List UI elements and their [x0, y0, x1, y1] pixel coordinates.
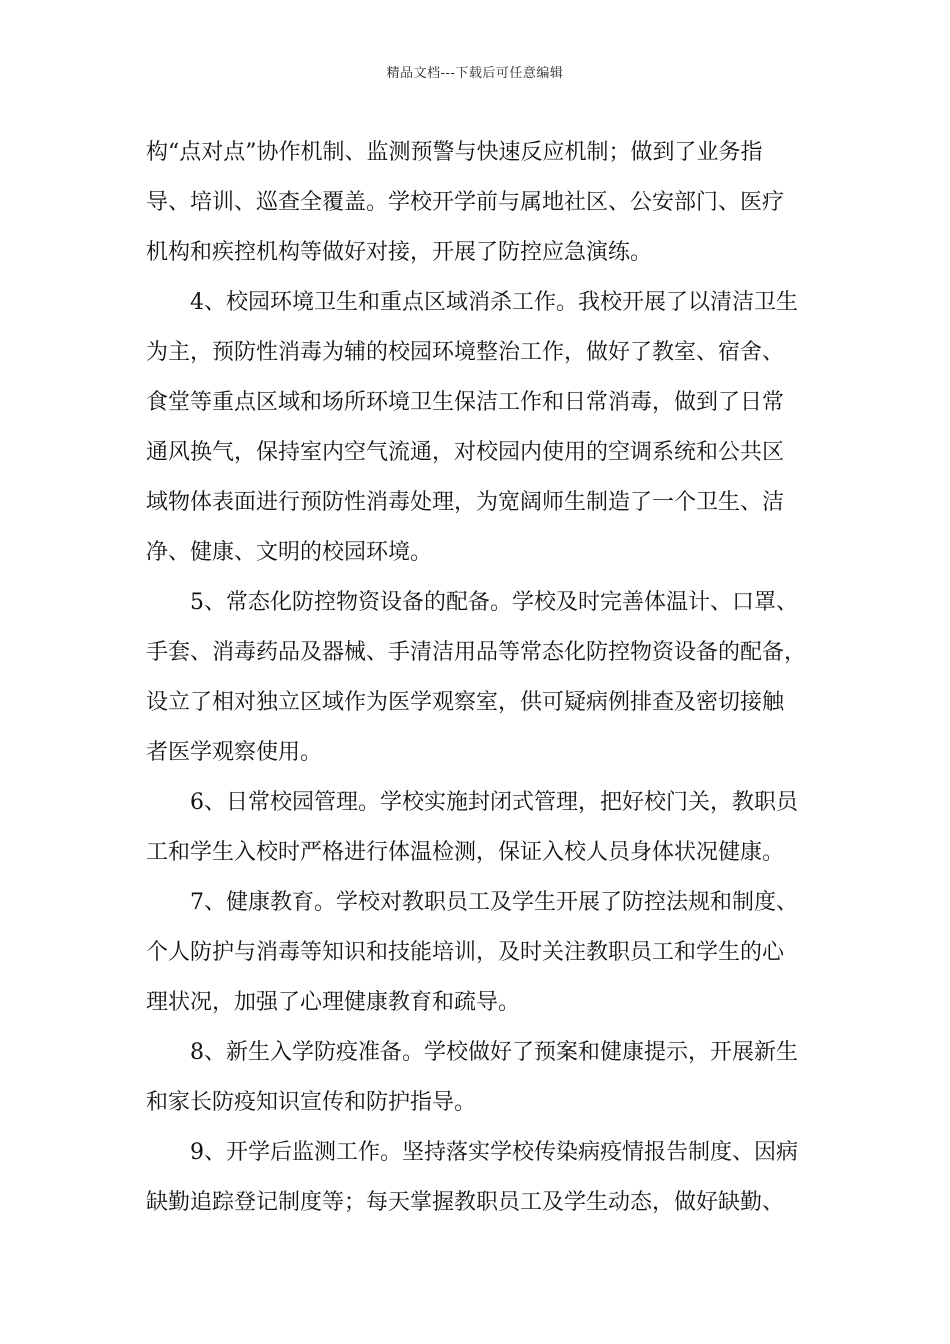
document-body	[146, 128, 828, 1228]
text-line: 个人防护与消毒等知识和技能培训，及时关注教职员工和学生的心	[146, 940, 785, 965]
text-line: 构“点对点”协作机制、监测预警与快速反应机制；做到了业务指	[146, 140, 763, 165]
page-header: 精品文档---下载后可任意编辑	[386, 66, 564, 81]
text-line: 食堂等重点区域和场所环境卫生保洁工作和日常消毒，做到了日常	[146, 390, 785, 415]
paragraph-start-line: 9、开学后监测工作。坚持落实学校传染病疫情报告制度、因病	[190, 1140, 798, 1165]
paragraph-start-line: 6、日常校园管理。学校实施封闭式管理，把好校门关，教职员	[190, 790, 798, 815]
text-line: 机构和疾控机构等做好对接，开展了防控应急演练。	[146, 240, 653, 265]
text-line: 和家长防疫知识宣传和防护指导。	[146, 1090, 477, 1115]
text-line: 缺勤追踪登记制度等；每天掌握教职员工及学生动态，做好缺勤、	[146, 1190, 785, 1215]
paragraph-start-line: 8、新生入学防疫准备。学校做好了预案和健康提示，开展新生	[190, 1040, 798, 1065]
paragraph-start-line: 4、校园环境卫生和重点区域消杀工作。我校开展了以清洁卫生	[190, 290, 798, 315]
text-line: 手套、消毒药品及器械、手清洁用品等常态化防控物资设备的配备，	[146, 640, 807, 665]
text-line: 导、培训、巡查全覆盖。学校开学前与属地社区、公安部门、医疗	[146, 190, 785, 215]
text-line: 通风换气，保持室内空气流通，对校园内使用的空调系统和公共区	[146, 440, 785, 465]
text-line: 者医学观察使用。	[146, 740, 323, 765]
paragraph-start-line: 7、健康教育。学校对教职员工及学生开展了防控法规和制度、	[190, 890, 798, 915]
text-line: 净、健康、文明的校园环境。	[146, 540, 433, 565]
text-line: 工和学生入校时严格进行体温检测，保证入校人员身体状况健康。	[146, 840, 785, 865]
text-line: 理状况，加强了心理健康教育和疏导。	[146, 990, 521, 1015]
paragraph-start-line: 5、常态化防控物资设备的配备。学校及时完善体温计、口罩、	[190, 590, 798, 615]
text-line: 设立了相对独立区域作为医学观察室，供可疑病例排查及密切接触	[146, 690, 785, 715]
text-line: 域物体表面进行预防性消毒处理，为宽阔师生制造了一个卫生、洁	[146, 490, 785, 515]
text-line: 为主，预防性消毒为辅的校园环境整治工作，做好了教室、宿舍、	[146, 340, 785, 365]
